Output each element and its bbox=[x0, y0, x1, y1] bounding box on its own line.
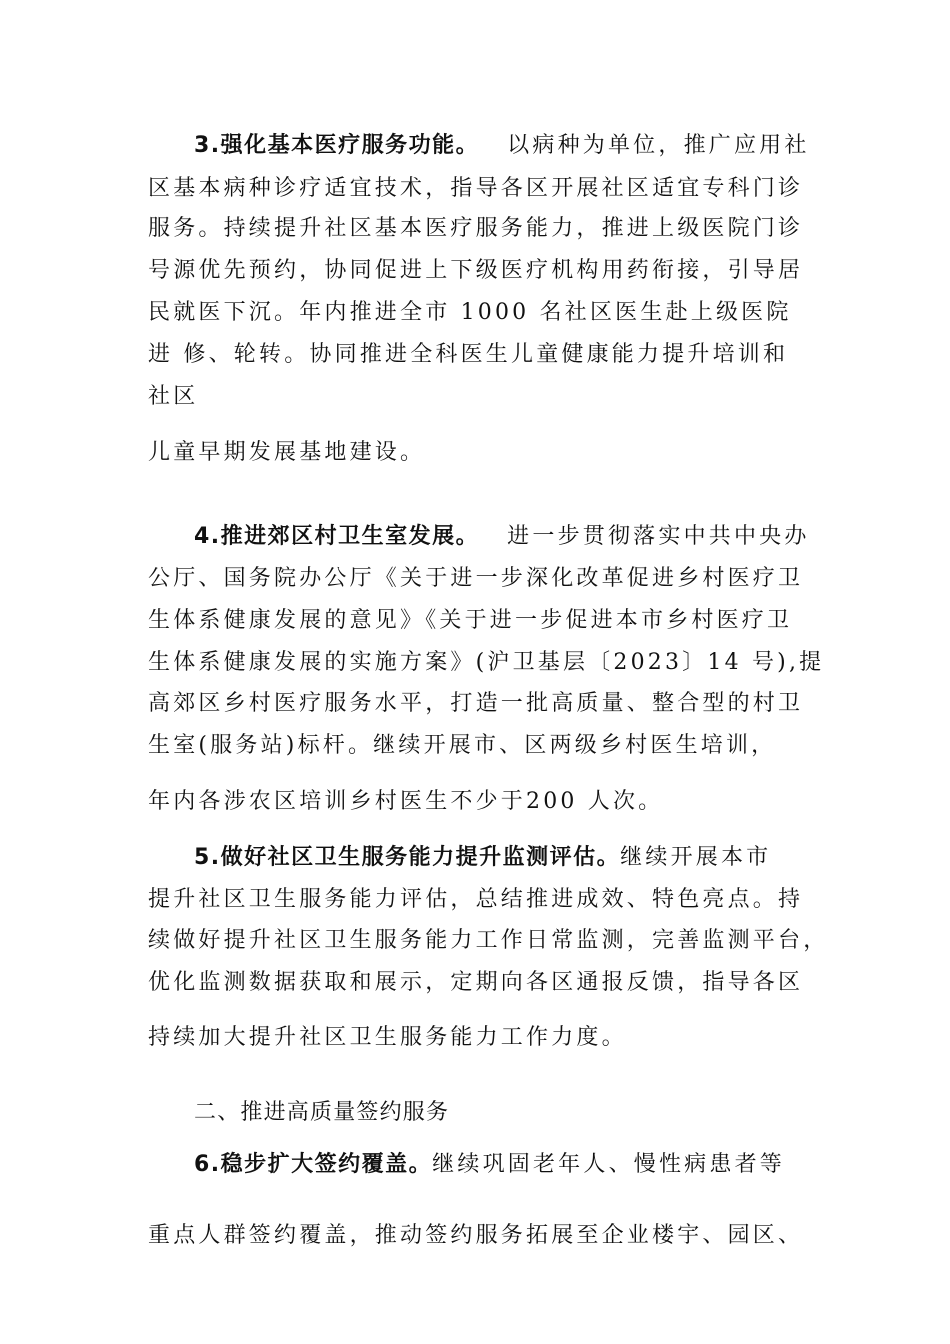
paragraph-line bbox=[194, 133, 854, 159]
paragraph-line: 生室(服务站)标杆。继续开展市、区两级乡村医生培训， bbox=[148, 733, 777, 758]
paragraph-line: 提升社区卫生服务能力评估，总结推进成效、特色亮点。持 bbox=[148, 887, 804, 912]
paragraph-line: 社区 bbox=[148, 384, 199, 409]
paragraph-line bbox=[194, 1152, 854, 1178]
paragraph-line: 民就医下沉。年内推进全市 1000 名社区医生赴上级医院 bbox=[148, 300, 792, 325]
paragraph-text: 继续开展本市 bbox=[620, 845, 772, 870]
paragraph-line: 服务。持续提升社区基本医疗服务能力，推进上级医院门诊 bbox=[148, 216, 804, 241]
paragraph-line: 优化监测数据获取和展示，定期向各区通报反馈，指导各区 bbox=[148, 970, 804, 995]
section-title: 5.做好社区卫生服务能力提升监测评估。 bbox=[194, 845, 621, 870]
paragraph-text: 以病种为单位，推广应用社 bbox=[507, 133, 810, 158]
section-title: 4.推进郊区村卫生室发展。 bbox=[194, 524, 480, 549]
paragraph-line: 重点人群签约覆盖，推动签约服务拓展至企业楼宇、园区、 bbox=[148, 1223, 804, 1248]
paragraph-line bbox=[194, 524, 854, 550]
paragraph-line: 生体系健康发展的意见》《关于进一步促进本市乡村医疗卫 bbox=[148, 608, 793, 633]
paragraph-line: 高郊区乡村医疗服务水平，打造一批高质量、整合型的村卫 bbox=[148, 691, 804, 716]
paragraph-line: 续做好提升社区卫生服务能力工作日常监测，完善监测平台， bbox=[148, 928, 829, 953]
section-title: 3.强化基本医疗服务功能。 bbox=[194, 133, 480, 158]
paragraph-line: 儿童早期发展基地建设。 bbox=[148, 440, 426, 465]
paragraph-line: 进 修、轮转。协同推进全科医生儿童健康能力提升培训和 bbox=[148, 342, 789, 367]
paragraph-line: 生体系健康发展的实施方案》(沪卫基层〔2023〕14 号),提 bbox=[148, 650, 825, 675]
paragraph-line: 持续加大提升社区卫生服务能力工作力度。 bbox=[148, 1025, 627, 1050]
section-title: 6.稳步扩大签约覆盖。 bbox=[194, 1152, 433, 1177]
paragraph-line: 号源优先预约，协同促进上下级医疗机构用药衔接，引导居 bbox=[148, 258, 804, 283]
paragraph-line: 区基本病种诊疗适宜技术，指导各区开展社区适宜专科门诊 bbox=[148, 176, 804, 201]
paragraph-text: 继续巩固老年人、慢性病患者等 bbox=[432, 1152, 785, 1177]
paragraph-text: 进一步贯彻落实中共中央办 bbox=[507, 524, 810, 549]
paragraph-line: 公厅、国务院办公厅《关于进一步深化改革促进乡村医疗卫 bbox=[148, 566, 804, 591]
paragraph-line: 年内各涉农区培训乡村医生不少于200 人次。 bbox=[148, 789, 664, 814]
chapter-heading: 二、推进高质量签约服务 bbox=[194, 1100, 450, 1125]
paragraph-line bbox=[194, 845, 854, 871]
